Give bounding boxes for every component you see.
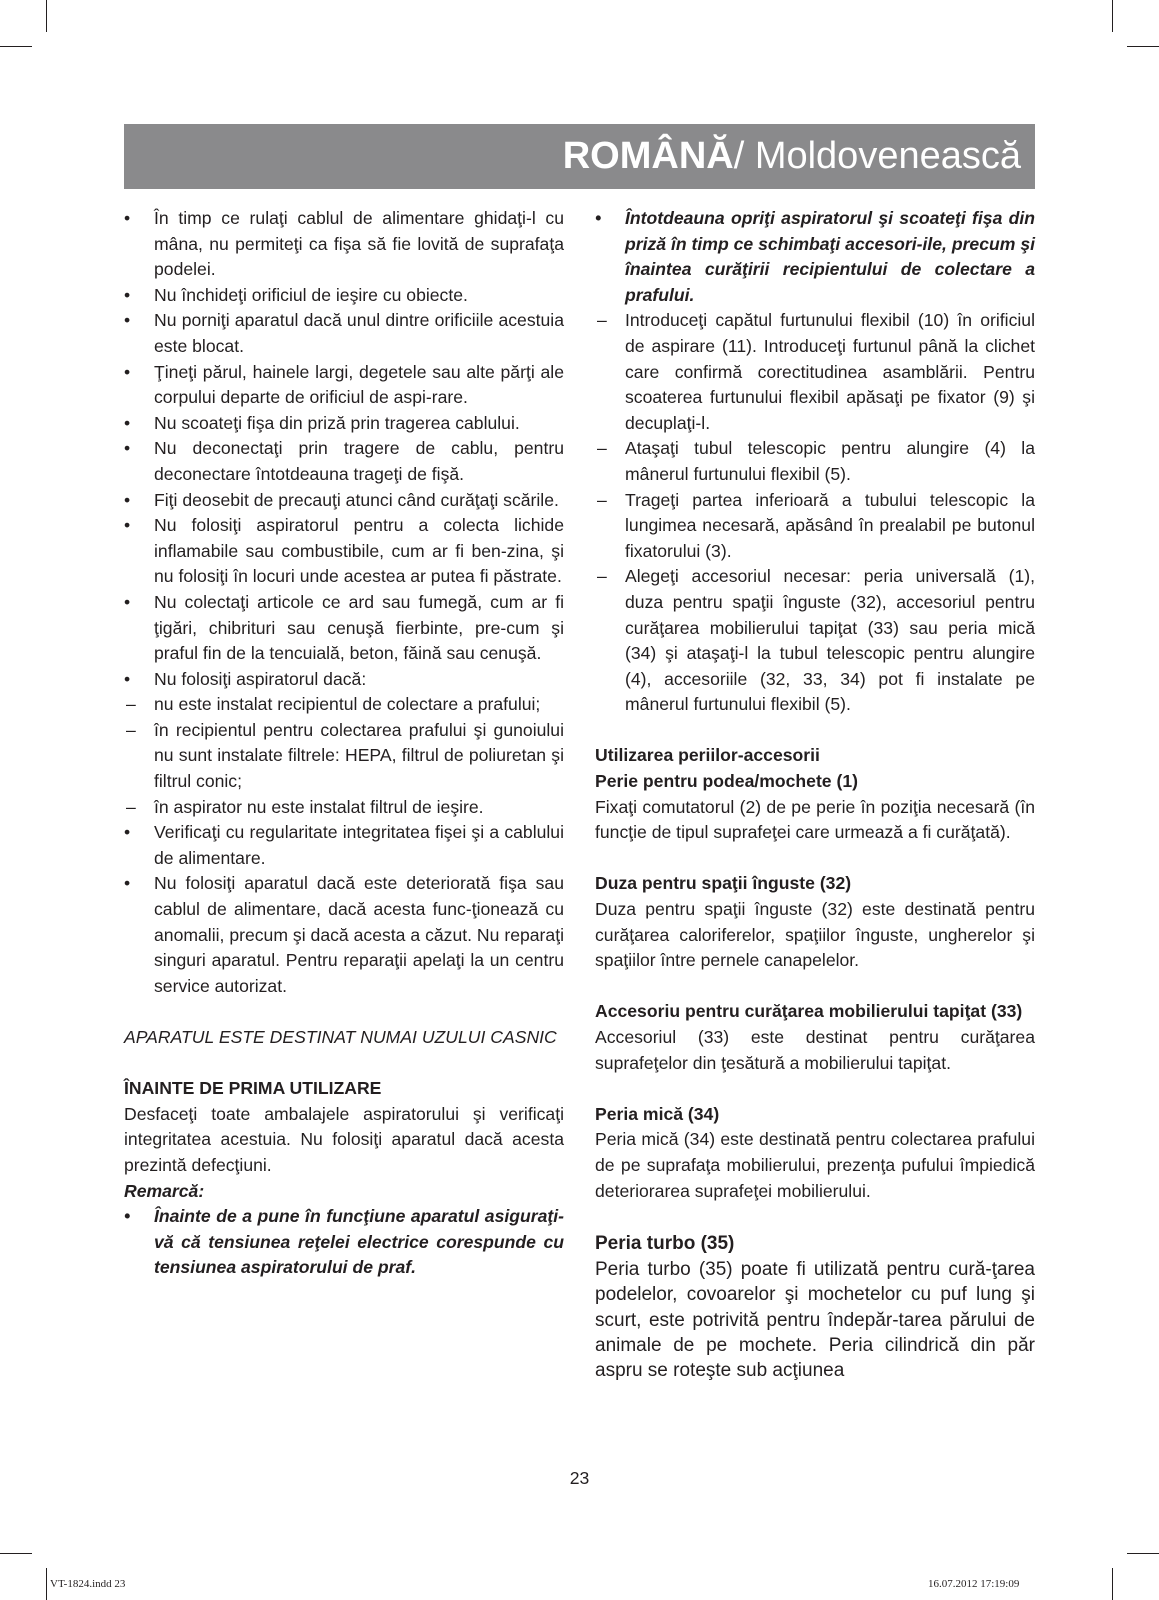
slug-datetime: 16.07.2012 17:19:09	[928, 1578, 1020, 1590]
list-item: • Nu porniţi aparatul dacă unul dintre orificiile acestuia este blocat.	[124, 310, 564, 356]
list-subitem: – nu este instalat recipientul de colectare a prafului;	[126, 694, 541, 715]
list-item: • Nu închideţi orificiul de ieşire cu obiecte.	[124, 284, 468, 305]
list-item: • Nu folosiţi aparatul dacă este deteriorată fişa sau cablul de alimentare, dacă acesta func-ţionează cu anomalii, precum şi dacă acesta a căzut. Nu reparaţi singuri aparatul. Pentru reparaţii apelaţi la un centru service autorizat.	[124, 873, 564, 996]
page-title: ROMÂNĂ/ Moldovenească	[562, 135, 1021, 177]
crop-mark	[0, 1553, 32, 1554]
list-item: • Nu scoateţi fişa din priză prin tragerea cablului.	[124, 412, 520, 433]
remark-label: Remarcă:	[124, 1180, 205, 1201]
paragraph: Duza pentru spaţii înguste (32) este destinată pentru curăţarea caloriferelor, spaţiilor înguste, ungherelor şi spaţiilor între pernele canapelelor.	[595, 899, 1035, 971]
crop-mark	[46, 1568, 47, 1600]
crop-mark	[1127, 46, 1159, 47]
list-item: • Nu folosiţi aspiratorul dacă:	[124, 668, 367, 689]
paragraph: Desfaceţi toate ambalajele aspiratorului şi verificaţi integritatea acestuia. Nu folosiţi aparatul dacă acesta prezintă defecţiuni.	[124, 1103, 564, 1175]
spacer	[595, 974, 1035, 1000]
paragraph: Peria mică (34) este destinată pentru colectarea prafului de pe suprafaţa mobilierului, prezenţa pufului împiedică deteriorarea suprafeţei mobilierului.	[595, 1129, 1035, 1201]
spacer	[595, 1204, 1035, 1230]
assembly-step: – Ataşaţi tubul telescopic pentru alungire (4) la mânerul furtunului flexibil (5).	[597, 438, 1035, 484]
slug-filename: VT-1824.indd 23	[50, 1578, 126, 1590]
list-item: • Nu deconectaţi prin tragere de cablu, pentru deconectare întotdeauna trageţi de fişă.	[124, 438, 564, 484]
subsection-heading: Peria turbo (35)	[595, 1232, 735, 1254]
paragraph: Fixaţi comutatorul (2) de pe perie în poziţia necesară (în funcţie de tipul suprafeţei care urmează a fi curăţată).	[595, 796, 1035, 843]
crop-mark	[0, 46, 32, 47]
section-heading: Utilizarea periilor-accesorii	[595, 745, 820, 766]
crop-mark	[1112, 0, 1113, 32]
warning-item: • Întotdeauna opriţi aspiratorul şi scoateţi fişa din priză în timp ce schimbaţi accesori-ile, precum şi înaintea curăţirii recipientului de colectare a prafului.	[595, 208, 1035, 305]
crop-mark	[1127, 1553, 1159, 1554]
spacer	[124, 999, 564, 1025]
subsection-heading: Perie pentru podea/mochete (1)	[595, 771, 858, 792]
crop-mark	[46, 0, 47, 32]
spacer	[595, 1076, 1035, 1102]
spacer	[124, 1051, 564, 1077]
assembly-step: – Introduceţi capătul furtunului flexibil (10) în orificiul de aspirare (11). Introduceţi furtunul până la clichet care confirmă corectitudinea asamblării. Pentru scoaterea furtunului flexibil apăsaţi pe fixator (9) şi decuplaţi-l.	[597, 310, 1035, 433]
left-column	[124, 206, 564, 1281]
subsection-heading: Accesoriu pentru curăţarea mobilierului tapiţat (33)	[595, 1001, 1023, 1022]
page-number: 23	[569, 1468, 590, 1488]
subsection-heading: Duza pentru spaţii înguste (32)	[595, 873, 852, 894]
spacer	[595, 718, 1035, 744]
list-item: • Fiţi deosebit de precauţi atunci când curăţaţi scările.	[124, 489, 559, 510]
list-item: • Nu colectaţi articole ce ard sau fumegă, cum ar fi ţigări, chibrituri sau cenuşă fierbinte, pre-cum şi praful fin de la tencuială, beton, făină sau cenuşă.	[124, 591, 564, 664]
paragraph: Accesoriul (33) este destinat pentru curăţarea suprafeţelor din ţesătură a mobilierului tapiţat.	[595, 1027, 1035, 1073]
list-item: • Nu folosiţi aspiratorul pentru a colecta lichide inflamabile sau combustibile, cum ar fi ben-zina, şi nu folosiţi în locuri unde acestea ar putea fi păstrate.	[124, 515, 564, 587]
list-item: • În timp ce rulaţi cablul de alimentare ghidaţi-l cu mâna, nu permiteţi ca fişa să fie lovită de suprafaţa podelei.	[124, 208, 564, 280]
remark-item: • Înainte de a pune în funcţiune aparatul asiguraţi-vă că tensiunea reţelei electrice corespunde cu tensiunea aspiratorului de praf.	[124, 1206, 564, 1278]
list-subitem: – în recipientul pentru colectarea prafului şi gunoiului nu sunt instalate filtrele: HEPA, filtrul de poliuretan şi filtrul conic;	[126, 719, 564, 792]
section-heading: ÎNAINTE DE PRIMA UTILIZARE	[124, 1078, 382, 1099]
language-header-bar	[124, 124, 1035, 189]
household-use-note: APARATUL ESTE DESTINAT NUMAI UZULUI CASNIC	[124, 1027, 557, 1047]
list-subitem: – în aspirator nu este instalat filtrul de ieşire.	[126, 796, 484, 817]
list-item: • Ţineţi părul, hainele largi, degetele sau alte părţi ale corpului departe de orificiul de aspi-rare.	[124, 361, 564, 408]
spacer	[595, 846, 1035, 872]
list-item: • Verificaţi cu regularitate integritatea fişei şi a cablului de alimentare.	[124, 822, 564, 868]
crop-mark	[1112, 1568, 1113, 1600]
right-column	[595, 206, 1035, 1384]
assembly-step: – Trageţi partea inferioară a tubului telescopic la lungimea necesară, apăsând în prealabil pe butonul fixatorului (3).	[597, 489, 1035, 561]
assembly-step: – Alegeţi accesoriul necesar: peria universală (1), duza pentru spaţii înguste (32), accesoriul pentru curăţarea mobilierului tapiţat (33) sau peria mică (34) şi ataşaţi-l la tubul telescopic pentru alungire (4), accesoriile (32, 33, 34) pot fi instalate pe mânerul furtunului flexibil (5).	[597, 566, 1035, 715]
paragraph: Peria turbo (35) poate fi utilizată pentru cură-ţarea podelelor, covoarelor şi mochetelor cu puf lung şi scurt, este potrivită pentru îndepăr-tarea părului de animale de pe mochete. Peria cilindrică din păr aspru se roteşte sub acţiunea	[595, 1258, 1035, 1382]
subsection-heading: Peria mică (34)	[595, 1103, 720, 1124]
